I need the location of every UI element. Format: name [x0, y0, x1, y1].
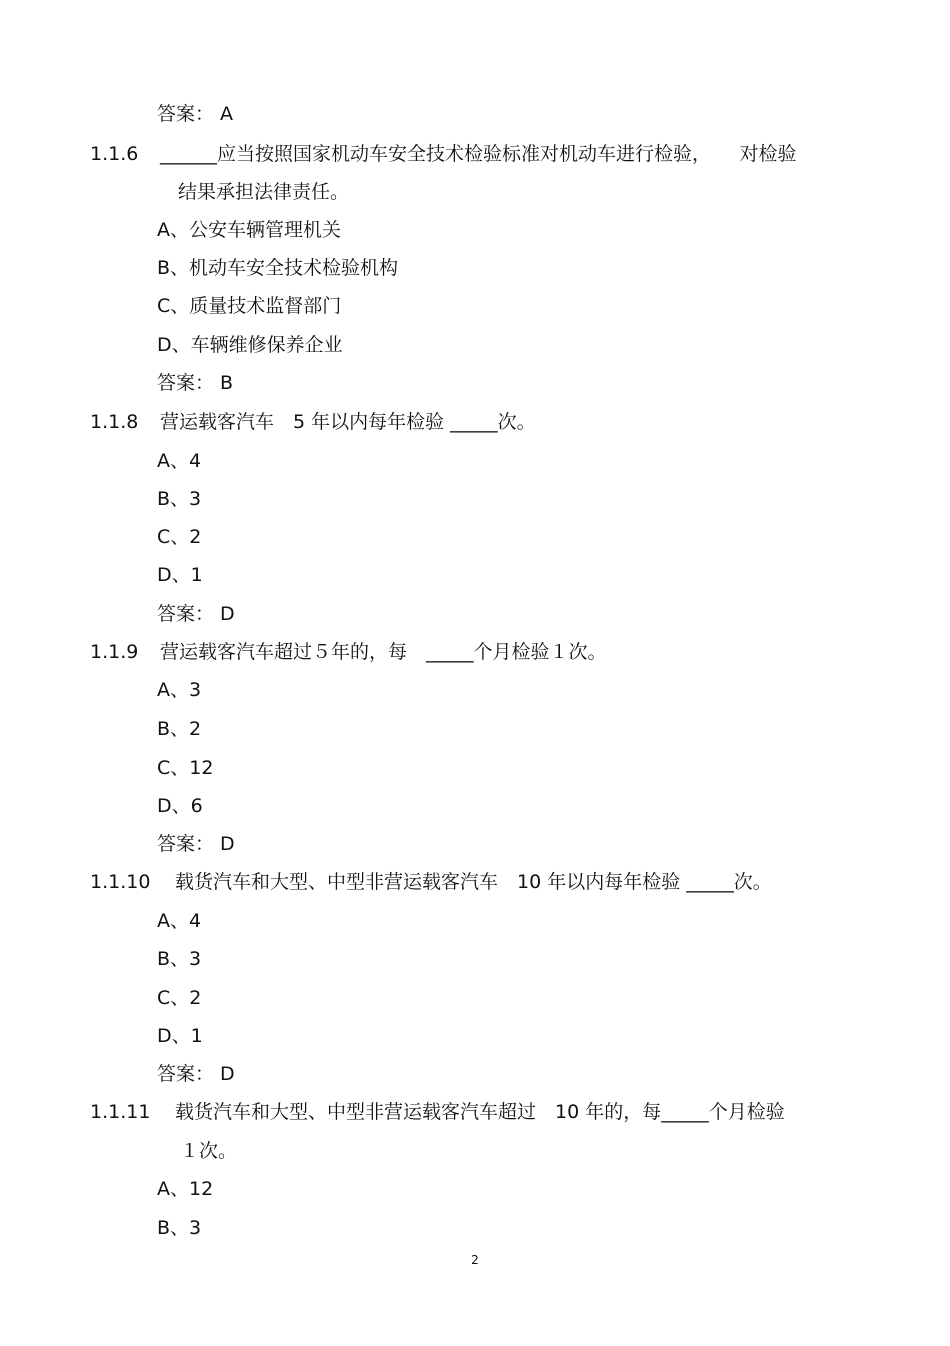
option-item: B、2	[157, 718, 202, 740]
question-text: ______应当按照国家机动车安全技术检验标准对机动车进行检验， 对检验	[160, 143, 797, 165]
option-item: D、6	[157, 795, 203, 817]
answer-line: 答案： D	[157, 833, 235, 855]
option-item: B、机动车安全技术检验机构	[157, 257, 399, 279]
option-item: B、3	[157, 948, 202, 970]
option-item: B、3	[157, 1217, 202, 1239]
option-item: A、4	[157, 450, 202, 472]
question-number: 1.1.8	[90, 411, 139, 433]
answer-line: 答案： B	[157, 372, 234, 394]
page-number: 2	[471, 1253, 479, 1267]
question-number: 1.1.6	[90, 143, 139, 165]
question-number: 1.1.10	[90, 871, 151, 893]
question-text: 营运载客汽车超过５年的，每 _____个月检验１次。	[160, 641, 607, 663]
option-item: A、12	[157, 1178, 214, 1200]
option-item: D、1	[157, 564, 203, 586]
answer-line: 答案： D	[157, 1063, 235, 1085]
question-number: 1.1.11	[90, 1101, 151, 1123]
question-text-continued: 结果承担法律责任。	[178, 181, 350, 203]
option-item: C、12	[157, 757, 214, 779]
option-item: C、2	[157, 987, 202, 1009]
question-number: 1.1.9	[90, 641, 139, 663]
option-item: C、质量技术监督部门	[157, 295, 342, 317]
option-item: C、2	[157, 526, 202, 548]
option-item: D、1	[157, 1025, 203, 1047]
option-item: A、4	[157, 910, 202, 932]
option-item: D、车辆维修保养企业	[157, 334, 343, 356]
option-item: A、公安车辆管理机关	[157, 219, 341, 241]
option-item: A、3	[157, 679, 202, 701]
question-text: 载货汽车和大型、中型非营运载客汽车超过 10 年的，每_____个月检验	[175, 1101, 785, 1123]
answer-line: 答案： A	[157, 103, 234, 125]
question-text-continued: １次。	[180, 1140, 238, 1162]
option-item: B、3	[157, 488, 202, 510]
question-text: 营运载客汽车 5 年以内每年检验 _____次。	[160, 411, 536, 433]
question-text: 载货汽车和大型、中型非营运载客汽车 10 年以内每年检验 _____次。	[175, 871, 772, 893]
answer-line: 答案： D	[157, 603, 235, 625]
